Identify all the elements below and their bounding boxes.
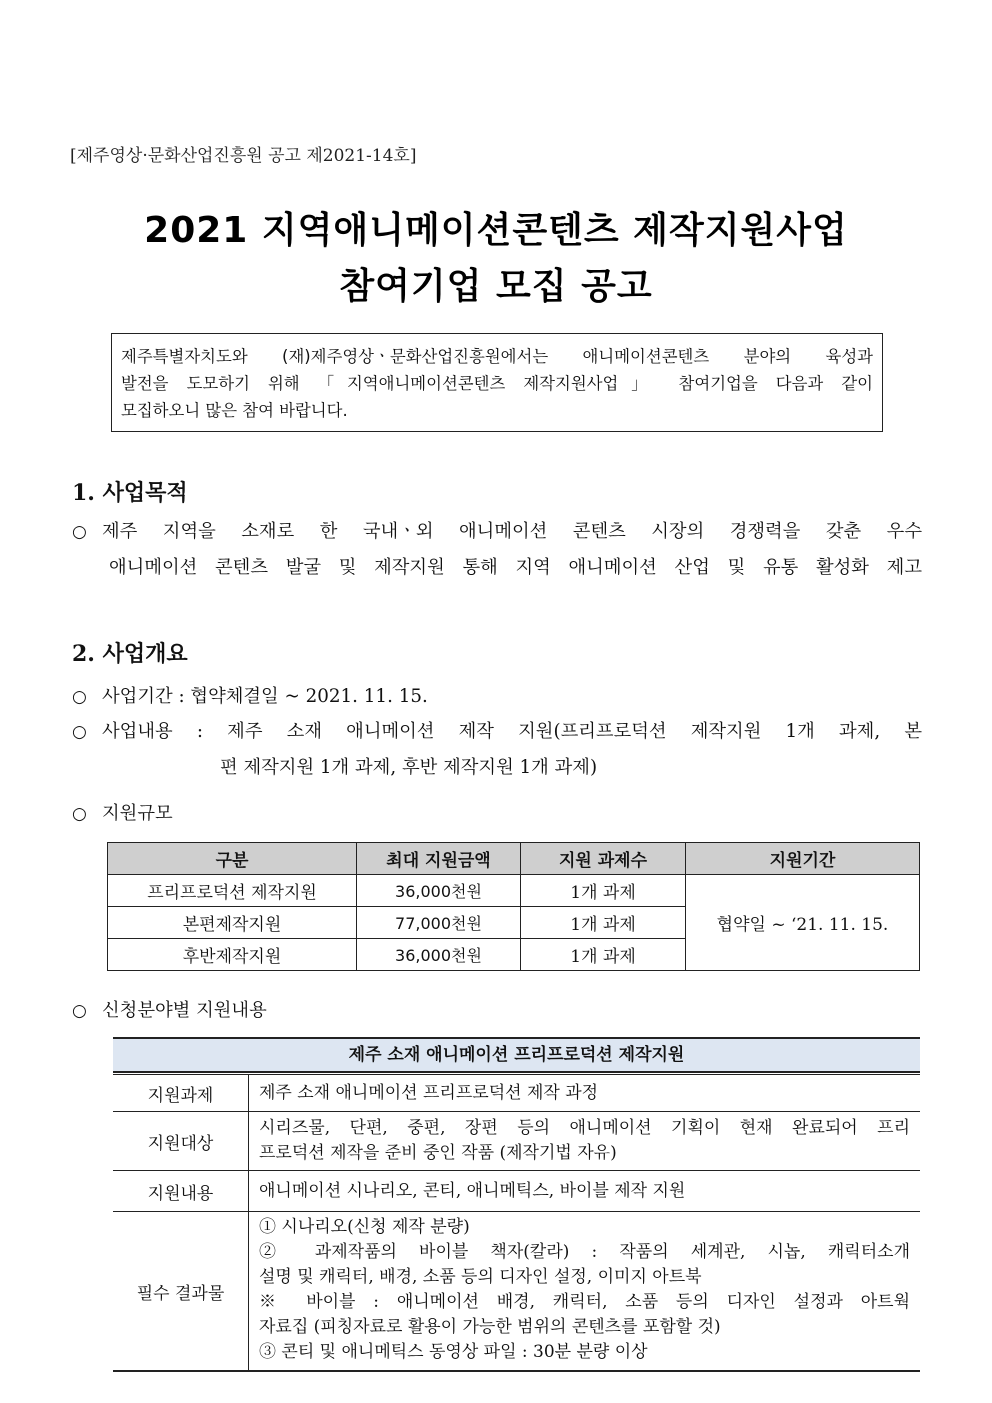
intro-line: 제주특별자치도와 (재)제주영상ㆍ문화산업진흥원에서는 애니메이션콘텐츠 분야의 육성과 xyxy=(121,347,873,366)
bullet-circle-icon: ○ xyxy=(72,1001,87,1021)
table-row xyxy=(113,1212,920,1372)
table-row xyxy=(113,1112,920,1171)
table-cell: 36,000천원 xyxy=(357,939,521,971)
table-cell: 1개 과제 xyxy=(521,939,686,971)
scale-label: 지원규모 xyxy=(102,803,173,824)
table-cell: 1개 과제 xyxy=(521,875,686,907)
value-line: ② 과제작품의 바이블 책자(칼라) : 작품의 세계관, 시놉, 캐릭터소개 xyxy=(259,1242,910,1262)
by-field-label: 신청분야별 지원내용 xyxy=(102,1000,267,1021)
value-line: 설명 및 캐릭터, 배경, 소품 등의 디자인 설정, 이미지 아트북 xyxy=(259,1267,702,1287)
value-line: 프로덕션 제작을 준비 중인 작품 (제작기법 자유) xyxy=(259,1143,617,1163)
row-value xyxy=(249,1112,920,1170)
scale-label-line xyxy=(72,799,173,825)
value-line: 자료집 (피칭자료로 활용이 가능한 범위의 콘텐츠를 포함할 것) xyxy=(259,1317,721,1337)
content-paragraph xyxy=(72,714,922,786)
support-scale-table xyxy=(107,842,920,971)
bullet-circle-icon: ○ xyxy=(72,522,87,542)
table-cell: 본편제작지원 xyxy=(108,907,357,939)
table-cell: 77,000천원 xyxy=(357,907,521,939)
bullet-circle-icon: ○ xyxy=(72,722,87,742)
announcement-number: [제주영상·문화산업진흥원 공고 제2021-14호] xyxy=(70,146,417,166)
value-line: ③ 콘티 및 애니메틱스 동영상 파일 : 30분 분량 이상 xyxy=(259,1342,648,1362)
row-value xyxy=(249,1212,920,1370)
purpose-paragraph xyxy=(72,514,922,586)
table-row xyxy=(113,1072,920,1112)
table-row xyxy=(108,875,920,907)
row-label: 지원과제 xyxy=(113,1075,249,1111)
table-header: 최대 지원금액 xyxy=(357,843,521,875)
intro-box xyxy=(111,333,883,432)
row-value: 제주 소재 애니메이션 프리프로덕션 제작 과정 xyxy=(259,1083,599,1103)
table-cell: 프리프로덕션 제작지원 xyxy=(108,875,357,907)
section-heading-overview: 2. 사업개요 xyxy=(72,641,188,667)
value-line: ① 시나리오(신청 제작 분량) xyxy=(259,1217,470,1237)
period-text: 사업기간 : 협약체결일 ~ 2021. 11. 15. xyxy=(102,686,428,707)
row-label: 지원내용 xyxy=(113,1171,249,1211)
purpose-line: 제주 지역을 소재로 한 국내ㆍ외 애니메이션 콘텐츠 시장의 경쟁력을 갖춘 우수 xyxy=(102,521,922,542)
section-heading-purpose: 1. 사업목적 xyxy=(72,480,188,506)
content-line: 사업내용 : 제주 소재 애니메이션 제작 지원(프리프로덕션 제작지원 1개 과제, 본 xyxy=(102,721,922,742)
bullet-circle-icon: ○ xyxy=(72,687,87,707)
table-header: 지원기간 xyxy=(686,843,920,875)
intro-line: 모집하오니 많은 참여 바랍니다. xyxy=(121,401,348,420)
table-cell: 1개 과제 xyxy=(521,907,686,939)
row-value: 애니메이션 시나리오, 콘티, 애니메틱스, 바이블 제작 지원 xyxy=(259,1181,686,1201)
detail-table-title: 제주 소재 애니메이션 프리프로덕션 제작지원 xyxy=(113,1037,920,1072)
bullet-circle-icon: ○ xyxy=(72,804,87,824)
value-line: ※ 바이블 : 애니메이션 배경, 캐릭터, 소품 등의 디자인 설정과 아트웍 xyxy=(259,1292,910,1312)
row-label: 지원대상 xyxy=(113,1112,249,1170)
table-cell-period: 협약일 ~ ‘21. 11. 15. xyxy=(686,875,920,971)
detail-table xyxy=(113,1037,920,1372)
table-header: 지원 과제수 xyxy=(521,843,686,875)
value-line: 시리즈물, 단편, 중편, 장편 등의 애니메이션 기획이 현재 완료되어 프리 xyxy=(259,1118,910,1138)
table-cell: 36,000천원 xyxy=(357,875,521,907)
table-header: 구분 xyxy=(108,843,357,875)
page-title: 2021 지역애니메이션콘텐츠 제작지원사업 xyxy=(144,210,848,251)
intro-line: 발전을 도모하기 위해 「지역애니메이션콘텐츠 제작지원사업」 참여기업을 다음과 같이 xyxy=(121,374,873,393)
table-cell: 후반제작지원 xyxy=(108,939,357,971)
period-line xyxy=(72,682,428,708)
row-label: 필수 결과물 xyxy=(113,1212,249,1370)
page-subtitle: 참여기업 모집 공고 xyxy=(339,266,653,307)
purpose-line: 애니메이션 콘텐츠 발굴 및 제작지원 통해 지역 애니메이션 산업 및 유통 활성화 제고 xyxy=(109,557,922,578)
content-line: 편 제작지원 1개 과제, 후반 제작지원 1개 과제) xyxy=(220,757,598,778)
by-field-label-line xyxy=(72,996,267,1022)
table-row xyxy=(113,1171,920,1212)
